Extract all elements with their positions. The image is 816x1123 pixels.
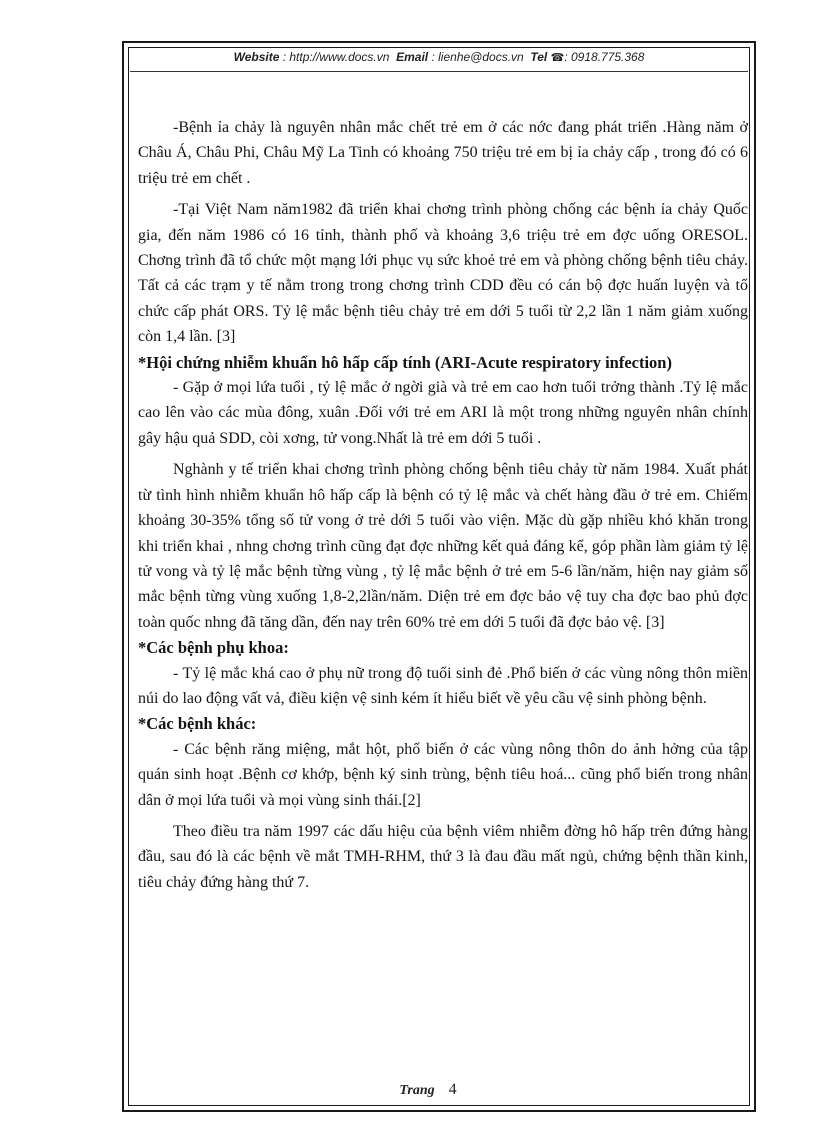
- paragraph-ari-ages: - Gặp ở mọi lứa tuổi , tỷ lệ mắc ở ngời già và trẻ em cao hơn tuổi trởng thành .Tỷ lệ mắc cao lên vào các mùa đông, xuân .Đối với trẻ em ARI là một trong những nguyên nhân chính gây hậu quả SDD, còi xơng, tử vong.Nhất là trẻ em dới 5 tuổi .: [138, 379, 748, 447]
- phone-icon: ☎: [550, 52, 565, 64]
- paragraph-ari-program: Nghành y tế triển khai chơng trình phòng chống bệnh tiêu chảy từ năm 1984. Xuất phát từ tình hình nhiễm khuẩn hô hấp cấp là bệnh có tỷ lệ mắc và chết hàng đầu ở trẻ em. Chiếm khoảng 30-35% tổng số tử vong ở trẻ dới 5 tuổi vào viện. Mặc dù gặp nhiều khó khăn trong khi triển khai , nhng chơng trình cũng đạt đợc những kết quả đáng kể, góp phần làm giảm tỷ lệ tử vong và tỷ lệ mắc bệnh từng vùng , tỷ lệ mắc bệnh ở trẻ em 5-6 lần/năm, hiện nay giảm số mắc bệnh từng vùng xuống 1,8-2,2lần/năm. Diện trẻ em đợc bảo vệ tuy cha đợc bao phủ đợc toàn quốc nhng đã tăng dần, đến nay trên 60% trẻ em dới 5 tuổi đã đợc bảo vệ. [3]: [138, 461, 748, 631]
- email-value: : lienhe@docs.vn: [431, 50, 524, 64]
- heading-ari: *Hội chứng nhiễm khuẩn hô hấp cấp tính (ARI-Acute respiratory infection): [138, 352, 672, 372]
- tel-label: Tel: [530, 50, 548, 64]
- email-label: Email: [396, 50, 429, 64]
- heading-other-diseases: *Các bệnh khác:: [138, 714, 257, 734]
- paragraph-other-diseases: - Các bệnh răng miệng, mắt hột, phổ biến ở các vùng nông thôn do ảnh hởng của tập quán sinh hoạt .Bệnh cơ khớp, bệnh ký sinh trùng, bệnh tiêu hoá... cũng phổ biến trong nhân dân ở mọi lứa tuổi và mọi vùng sinh thái.[2]: [138, 740, 748, 809]
- heading-gynecology: *Các bệnh phụ khoa:: [138, 638, 289, 658]
- page-number: 4: [448, 1081, 457, 1098]
- tel-value: : 0918.775.368: [564, 50, 645, 64]
- website-label: Website: [233, 50, 280, 64]
- page-footer: [368, 1081, 488, 1103]
- paragraph-gynecology: - Tỷ lệ mắc khá cao ở phụ nữ trong độ tuổi sinh đẻ .Phổ biến ở các vùng nông thôn miền núi do lao động vất vả, điều kiện vệ sinh kém ít hiểu biết về yêu cầu vệ sinh phòng bệnh.: [138, 664, 748, 707]
- paragraph-survey-1997: Theo điều tra năm 1997 các dấu hiệu của bệnh viêm nhiễm đờng hô hấp trên đứng hàng đầu, sau đó là các bệnh về mắt TMH-RHM, thứ 3 là đau đầu mất ngủ, chứng bệnh thần kinh, tiêu chảy đứng hàng thứ 7.: [138, 822, 748, 891]
- header-rule: [130, 71, 748, 72]
- website-value: : http://www.docs.vn: [282, 50, 390, 64]
- page-header: [130, 50, 748, 70]
- paragraph-diarrhea-world: -Bệnh ỉa chảy là nguyên nhân mắc chết trẻ em ở các nớc đang phát triển .Hàng năm ở Châu Á, Châu Phi, Châu Mỹ La Tinh có khoảng 750 triệu trẻ em bị ỉa chảy cấp , trong đó có 6 triệu trẻ em chết .: [138, 119, 748, 187]
- page-label: Trang: [399, 1083, 435, 1098]
- body-content: [138, 115, 748, 895]
- paragraph-diarrhea-vietnam: -Tại Việt Nam năm1982 đã triển khai chơng trình phòng chống các bệnh ỉa chảy Quốc gia, đến năm 1986 có 16 tỉnh, thành phố và khoảng 3,6 triệu trẻ em đợc uống ORESOL. Chơng trình đã tổ chức một mạng lới phục vụ sức khoẻ trẻ em và phòng chống bệnh tiêu chảy. Tất cả các trạm y tế nằm trong trong chơng trình CDD đều có cán bộ đợc huấn luyện và tổ chức cấp phát ORS. Tỷ lệ mắc bệnh tiêu chảy trẻ em dới 5 tuổi từ 2,2 lần 1 năm giảm xuống còn 1,4 lần. [3]: [138, 201, 748, 346]
